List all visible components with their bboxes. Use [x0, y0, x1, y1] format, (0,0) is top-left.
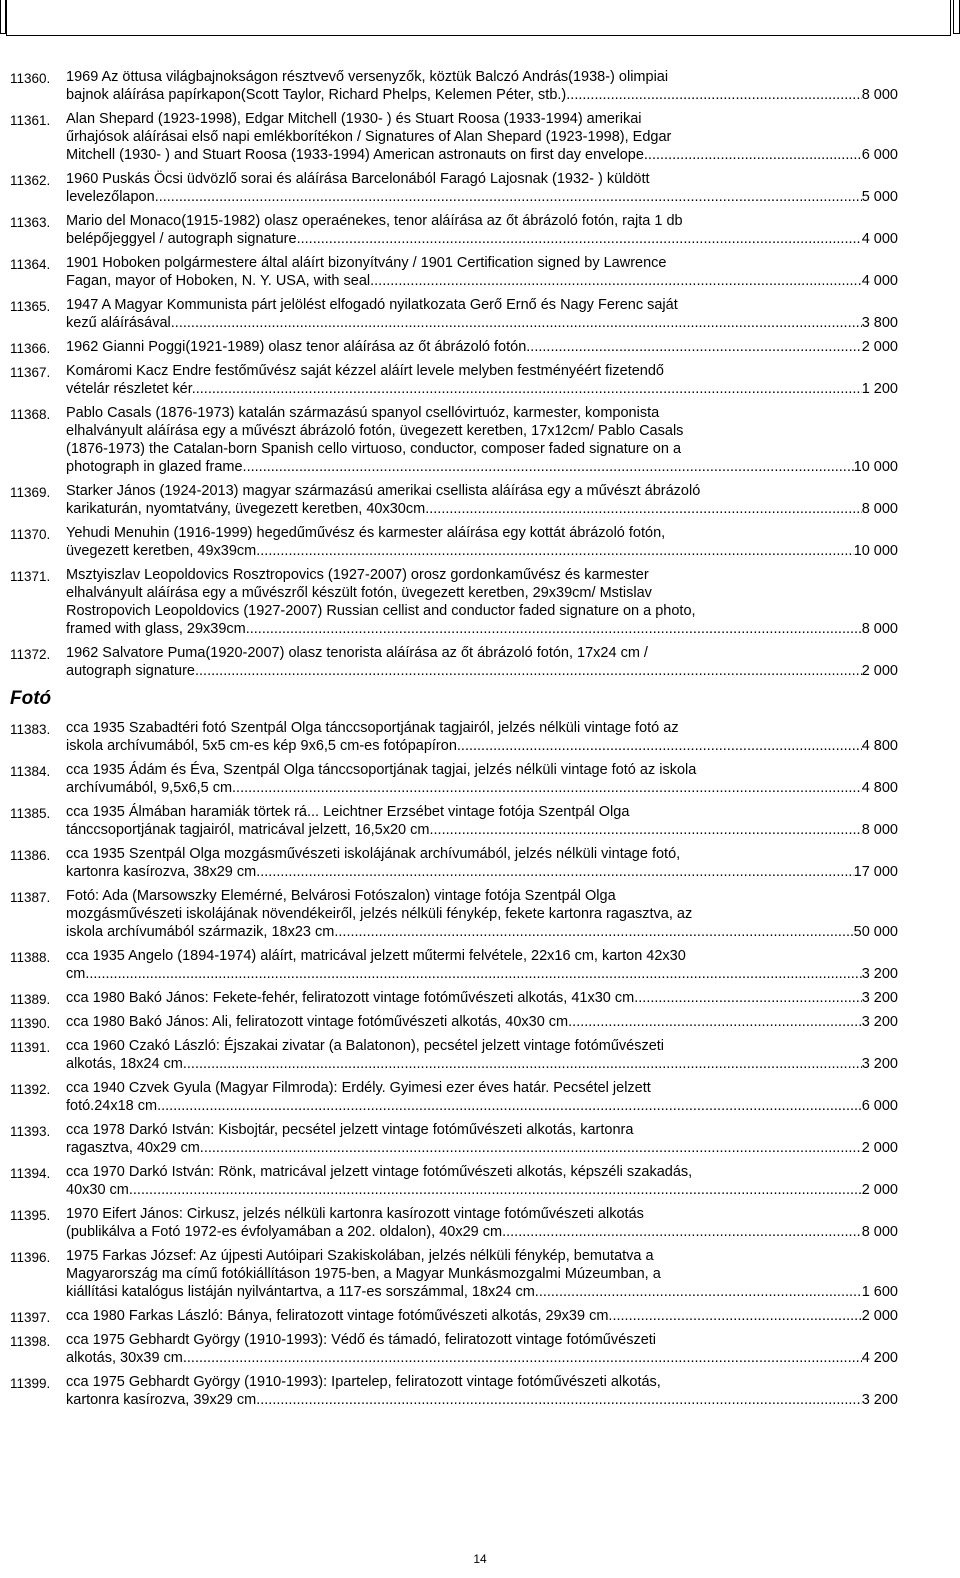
dot-leader: [129, 1181, 862, 1199]
description-line: 1947 A Magyar Kommunista párt jelölést elfogadó nyilatkozata Gerő Ernő és Nagy Ferenc saját: [66, 297, 678, 313]
description-line: cca 1935 Álmában haramiák törtek rá... Leichtner Erzsébet vintage fotója Szentpál Olga: [66, 804, 630, 820]
catalog-entry: [0, 803, 960, 839]
starting-price: 3 200: [861, 966, 898, 982]
description-last-line: [66, 779, 898, 797]
starting-price: 4 200: [861, 1350, 898, 1366]
dot-leader: [183, 1055, 862, 1073]
description-last-line: [66, 1139, 898, 1157]
lot-number: 11360.: [10, 71, 51, 86]
lot-number: 11397.: [10, 1310, 51, 1325]
description-last-line: [66, 1055, 898, 1073]
description-line: cca 1975 Gebhardt György (1910-1993): Ipartelep, feliratozott vintage fotóművészeti alkotás,: [66, 1374, 661, 1390]
lot-number: 11387.: [10, 890, 51, 905]
lot-description: [66, 566, 898, 638]
description-line: 40x30 cm: [66, 1182, 129, 1198]
catalog-entry: [0, 296, 960, 332]
description-last-line: [66, 923, 898, 941]
starting-price: 4 000: [861, 231, 898, 247]
description-line: 1962 Gianni Poggi(1921-1989) olasz tenor aláírása az őt ábrázoló fotón: [66, 339, 527, 355]
lot-description: [66, 761, 898, 797]
starting-price: 4 800: [861, 738, 898, 754]
dot-leader: [256, 863, 853, 881]
dot-leader: [195, 662, 862, 680]
description-line: mozgásművészeti iskolájának növendékeiről, jelzés nélküli fénykép, fekete kartonra ragasztva, az: [66, 906, 693, 922]
starting-price: 3 200: [861, 990, 898, 1006]
lot-description: [66, 947, 898, 983]
description-line: Fotó: Ada (Marsowszky Elemérné, Belvárosi Fotószalon) vintage fotója Szentpál Olga: [66, 888, 616, 904]
starting-price: 8 000: [861, 822, 898, 838]
dot-leader: [246, 620, 862, 638]
description-last-line: [66, 146, 898, 164]
catalog-entry: [0, 212, 960, 248]
dot-leader: [612, 1307, 861, 1325]
starting-price: 8 000: [861, 621, 898, 637]
dot-leader: [634, 989, 861, 1007]
description-line: kezű aláírásával: [66, 315, 171, 331]
description-line: (publikálva a Fotó 1972-es évfolyamában a 202. oldalon), 40x29 cm: [66, 1224, 503, 1240]
catalog-entry: [0, 1121, 960, 1157]
lot-number: 11366.: [10, 341, 51, 356]
lot-description: [66, 1205, 898, 1241]
description-last-line: [66, 620, 898, 638]
starting-price: 1 600: [861, 1284, 898, 1300]
lot-description: [66, 1121, 898, 1157]
lot-number: 11389.: [10, 992, 51, 1007]
dot-leader: [566, 86, 861, 104]
lot-number: 11363.: [10, 215, 51, 230]
description-line: belépőjeggyel / autograph signature: [66, 231, 297, 247]
catalog-entry: [0, 1307, 960, 1325]
description-line: Magyarország ma című fotókiállításon 1975-ben, a Magyar Munkásmozgalmi Múzeumban, a: [66, 1266, 661, 1282]
description-last-line: [66, 1013, 898, 1031]
dot-leader: [425, 500, 862, 518]
starting-price: 4 000: [861, 273, 898, 289]
lot-number: 11393.: [10, 1124, 51, 1139]
description-line: cca 1935 Szentpál Olga mozgásművészeti iskolájának archívumából, jelzés nélküli vintage fotó,: [66, 846, 681, 862]
description-line: Mario del Monaco(1915-1982) olasz operaénekes, tenor aláírása az őt ábrázoló fotón, rajta 1 db: [66, 213, 683, 229]
description-last-line: [66, 1223, 898, 1241]
description-line: Starker János (1924-2013) magyar származású amerikai csellista aláírása egy a művészt ábrázoló: [66, 483, 701, 499]
description-line: vételár részletet kér.: [66, 381, 196, 397]
starting-price: 2 000: [861, 1140, 898, 1156]
catalog-entry: [0, 1373, 960, 1409]
dot-leader: [171, 314, 862, 332]
lot-number: 11364.: [10, 257, 51, 272]
catalog-entry: [0, 1331, 960, 1367]
catalog-entry: [0, 761, 960, 797]
dot-leader: [644, 146, 862, 164]
description-last-line: [66, 380, 898, 398]
starting-price: 3 200: [861, 1014, 898, 1030]
starting-price: 2 000: [861, 1182, 898, 1198]
dot-leader: [429, 821, 861, 839]
catalog-entry: [0, 1079, 960, 1115]
lot-number: 11368.: [10, 407, 51, 422]
description-line: Yehudi Menuhin (1916-1999) hegedűművész és karmester aláírása egy kottát ábrázoló fotón,: [66, 525, 666, 541]
dot-leader: [539, 1283, 862, 1301]
catalog-entry: [0, 644, 960, 680]
description-line: cca 1978 Darkó István: Kisbojtár, pecsétel jelzett vintage fotóművészeti alkotás, kartonra: [66, 1122, 634, 1138]
catalog-entry: [0, 989, 960, 1007]
starting-price: 1 200: [861, 381, 898, 397]
description-last-line: [66, 863, 898, 881]
catalog-entry: [0, 947, 960, 983]
description-last-line: [66, 1391, 898, 1409]
description-line: elhalványult aláírása egy a művészt ábrázoló fotón, üvegezett keretben, 17x12cm/ Pablo Casals: [66, 423, 684, 439]
description-last-line: [66, 338, 898, 356]
dot-leader: [243, 458, 854, 476]
lot-description: [66, 482, 898, 518]
description-line: cca 1935 Angelo (1894-1974) aláírt, matricával jelzett műtermi felvétele, 22x16 cm, karton 42x30: [66, 948, 686, 964]
lot-description: [66, 1163, 898, 1199]
catalog-entry: [0, 566, 960, 638]
description-line: Pablo Casals (1876-1973) katalán származású spanyol csellóvirtuóz, karmester, komponista: [66, 405, 660, 421]
description-line: fotó.24x18 cm: [66, 1098, 158, 1114]
description-last-line: [66, 662, 898, 680]
lot-description: [66, 404, 898, 476]
description-last-line: [66, 1307, 898, 1325]
description-last-line: [66, 500, 898, 518]
starting-price: 3 200: [861, 1392, 898, 1408]
lot-number: 11365.: [10, 299, 51, 314]
starting-price: 8 000: [861, 501, 898, 517]
description-line: photograph in glazed frame: [66, 459, 243, 475]
section-title: Fotó: [10, 688, 52, 709]
description-line: üvegezett keretben, 49x39cm: [66, 543, 257, 559]
catalog-entry: [0, 170, 960, 206]
description-line: cca 1980 Bakó János: Ali, feliratozott vintage fotóművészeti alkotás, 40x30 cm: [66, 1014, 569, 1030]
catalog-entry: [0, 887, 960, 941]
description-last-line: [66, 1283, 898, 1301]
lot-number: 11396.: [10, 1250, 51, 1265]
dot-leader: [457, 737, 862, 755]
dot-leader: [200, 1139, 862, 1157]
description-line: Alan Shepard (1923-1998), Edgar Mitchell (1930- ) és Stuart Roosa (1933-1994) amerikai: [66, 111, 642, 127]
description-last-line: [66, 965, 898, 983]
description-line: (1876-1973) the Catalan-born Spanish cello virtuoso, conductor, composer faded signature on a: [66, 441, 682, 457]
lot-number: 11369.: [10, 485, 51, 500]
entry-list-photos: [0, 719, 960, 1409]
lot-number: 11398.: [10, 1334, 51, 1349]
description-line: karikaturán, nyomtatvány, üvegezett keretben, 40x30cm: [66, 501, 426, 517]
description-line: 1962 Salvatore Puma(1920-2007) olasz tenorista aláírása az őt ábrázoló fotón, 17x24 cm /: [66, 645, 648, 661]
description-last-line: [66, 272, 898, 290]
lot-description: [66, 1331, 898, 1367]
lot-number: 11394.: [10, 1166, 51, 1181]
description-line: cca 1940 Czvek Gyula (Magyar Filmroda): Erdély. Gyimesi ezer éves határ. Pecsétel jelzett: [66, 1080, 651, 1096]
description-last-line: [66, 989, 898, 1007]
description-line: kartonra kasírozva, 38x29 cm: [66, 864, 257, 880]
starting-price: 3 800: [861, 315, 898, 331]
lot-description: [66, 1079, 898, 1115]
catalog-entry: [0, 845, 960, 881]
starting-price: 2 000: [861, 663, 898, 679]
lot-description: [66, 296, 898, 332]
catalog-entry: [0, 1037, 960, 1073]
dot-leader: [526, 338, 861, 356]
lot-description: [66, 254, 898, 290]
lot-number: 11384.: [10, 764, 51, 779]
starting-price: 3 200: [861, 1056, 898, 1072]
entry-list-autographs: [0, 68, 960, 680]
description-line: bajnok aláírása papírkapon(Scott Taylor, Richard Phelps, Kelemen Péter, stb.): [66, 87, 567, 103]
description-last-line: [66, 458, 898, 476]
starting-price: 8 000: [861, 87, 898, 103]
lot-description: [66, 1037, 898, 1073]
dot-leader: [183, 1349, 862, 1367]
description-line: cca 1935 Szabadtéri fotó Szentpál Olga tánccsoportjának tagjairól, jelzés nélküli vintage fotó az: [66, 720, 679, 736]
description-last-line: [66, 1181, 898, 1199]
description-line: űrhajósok aláírásai első napi emlékborítékon / Signatures of Alan Shepard (1923-1998), Edgar: [66, 129, 672, 145]
lot-number: 11362.: [10, 173, 51, 188]
starting-price: 4 800: [861, 780, 898, 796]
description-line: Fagan, mayor of Hoboken, N. Y. USA, with seal: [66, 273, 371, 289]
starting-price: 8 000: [861, 1224, 898, 1240]
lot-number: 11391.: [10, 1040, 51, 1055]
lot-description: [66, 1013, 898, 1031]
description-line: framed with glass, 29x39cm: [66, 621, 246, 637]
description-line: Msztyiszlav Leopoldovics Rosztropovics (1927-2007) orosz gordonkaművész és karmester: [66, 567, 649, 583]
dot-leader: [370, 272, 862, 290]
lot-number: 11371.: [10, 569, 51, 584]
description-line: cca 1960 Czakó László: Éjszakai zivatar (a Balatonon), pecsétel jelzett vintage fotóművészeti: [66, 1038, 665, 1054]
starting-price: 6 000: [861, 1098, 898, 1114]
dot-leader: [568, 1013, 862, 1031]
dot-leader: [297, 230, 862, 248]
lot-number: 11399.: [10, 1376, 51, 1391]
dot-leader: [338, 923, 853, 941]
description-line: elhalványult aláírása egy a művészről készült fotón, üvegezett keretben, 29x39cm/ Mstislav: [66, 585, 652, 601]
catalog-entry: [0, 254, 960, 290]
description-line: iskola archívumából származik, 18x23 cm.: [66, 924, 339, 940]
description-last-line: [66, 230, 898, 248]
description-line: levelezőlapon: [66, 189, 155, 205]
description-last-line: [66, 737, 898, 755]
lot-description: [66, 719, 898, 755]
lot-description: [66, 644, 898, 680]
lot-description: [66, 1307, 898, 1325]
lot-description: [66, 1247, 898, 1301]
description-line: 1975 Farkas József: Az újpesti Autóipari Szakiskolában, jelzés nélküli fénykép, bemutatva a: [66, 1248, 654, 1264]
lot-description: [66, 362, 898, 398]
catalog-entry: [0, 404, 960, 476]
starting-price: 5 000: [861, 189, 898, 205]
starting-price: 50 000: [853, 924, 898, 940]
description-line: kiállítási katalógus listáján nyilvántartva, a 117-es sorszámmal, 18x24 cm.: [66, 1284, 539, 1300]
description-last-line: [66, 1097, 898, 1115]
description-line: Komáromi Kacz Endre festőművész saját kézzel aláírt levele melyben festményéért fizetendő: [66, 363, 664, 379]
description-line: 1901 Hoboken polgármestere által aláírt bizonyítvány / 1901 Certification signed by Lawrence: [66, 255, 667, 271]
description-line: cca 1980 Farkas László: Bánya, feliratozott vintage fotóművészeti alkotás, 29x39 cm.: [66, 1308, 613, 1324]
lot-description: [66, 68, 898, 104]
lot-number: 11388.: [10, 950, 51, 965]
description-line: 1970 Eifert János: Cirkusz, jelzés nélküli kartonra kasírozott vintage fotóművészeti alkotás: [66, 1206, 644, 1222]
catalog-entry: [0, 719, 960, 755]
dot-leader: [155, 188, 862, 206]
description-line: cca 1975 Gebhardt György (1910-1993): Védő és támadó, feliratozott vintage fotóművészeti: [66, 1332, 657, 1348]
catalog-entry: [0, 110, 960, 164]
lot-number: 11392.: [10, 1082, 51, 1097]
lot-description: [66, 803, 898, 839]
description-line: cca 1980 Bakó János: Fekete-fehér, feliratozott vintage fotóművészeti alkotás, 41x30 cm: [66, 990, 635, 1006]
lot-number: 11367.: [10, 365, 51, 380]
starting-price: 10 000: [853, 459, 898, 475]
description-line: alkotás, 18x24 cm: [66, 1056, 183, 1072]
lot-description: [66, 170, 898, 206]
description-line: Mitchell (1930- ) and Stuart Roosa (1933-1994) American astronauts on first day envelope: [66, 147, 644, 163]
top-right-border-box: [953, 0, 960, 34]
lot-description: [66, 110, 898, 164]
lot-number: 11386.: [10, 848, 51, 863]
description-last-line: [66, 188, 898, 206]
description-last-line: [66, 314, 898, 332]
starting-price: 2 000: [861, 339, 898, 355]
lot-description: [66, 212, 898, 248]
description-line: cca 1935 Ádám és Éva, Szentpál Olga tánccsoportjának tagjai, jelzés nélküli vintage fotó az iskola: [66, 762, 697, 778]
description-line: cm: [66, 966, 86, 982]
description-last-line: [66, 821, 898, 839]
catalog-entry: [0, 1247, 960, 1301]
catalog-entry: [0, 362, 960, 398]
description-line: iskola archívumából, 5x5 cm-es kép 9x6,5 cm-es fotópapíron: [66, 738, 457, 754]
lot-number: 11390.: [10, 1016, 51, 1031]
lot-description: [66, 524, 898, 560]
description-last-line: [66, 86, 898, 104]
dot-leader: [256, 1391, 862, 1409]
description-line: 1969 Az öttusa világbajnokságon résztvevő versenyzők, köztük Balczó András(1938-) olimpiai: [66, 69, 669, 85]
catalog-entry: [0, 1205, 960, 1241]
lot-description: [66, 1373, 898, 1409]
catalog-entry: [0, 68, 960, 104]
starting-price: 17 000: [853, 864, 898, 880]
dot-leader: [157, 1097, 862, 1115]
description-line: alkotás, 30x39 cm: [66, 1350, 183, 1366]
description-line: kartonra kasírozva, 39x29 cm: [66, 1392, 257, 1408]
lot-number: 11370.: [10, 527, 51, 542]
lot-description: [66, 887, 898, 941]
dot-leader: [85, 965, 861, 983]
description-line: autograph signature: [66, 663, 195, 679]
description-line: 1960 Puskás Öcsi üdvözlő sorai és aláírása Barcelonából Faragó Lajosnak (1932- ) küldött: [66, 171, 650, 187]
page-number: 14: [473, 1552, 487, 1566]
catalog-entry: [0, 524, 960, 560]
starting-price: 2 000: [861, 1308, 898, 1324]
description-last-line: [66, 542, 898, 560]
lot-number: 11385.: [10, 806, 51, 821]
lot-number: 11395.: [10, 1208, 51, 1223]
dot-leader: [232, 779, 862, 797]
top-frame: [6, 0, 951, 36]
starting-price: 6 000: [861, 147, 898, 163]
catalog-entry: [0, 1013, 960, 1031]
dot-leader: [502, 1223, 862, 1241]
dot-leader: [196, 380, 862, 398]
description-line: ragasztva, 40x29 cm: [66, 1140, 200, 1156]
catalog-entry: [0, 1163, 960, 1199]
description-line: cca 1970 Darkó István: Rönk, matricával jelzett vintage fotóművészeti alkotás, képszéli szakadás,: [66, 1164, 693, 1180]
dot-leader: [256, 542, 853, 560]
catalog-entry: [0, 482, 960, 518]
lot-description: [66, 338, 898, 356]
lot-description: [66, 845, 898, 881]
catalog-content: [0, 68, 960, 1415]
description-last-line: [66, 1349, 898, 1367]
description-line: archívumából, 9,5x6,5 cm: [66, 780, 233, 796]
lot-description: [66, 989, 898, 1007]
lot-number: 11383.: [10, 722, 51, 737]
lot-number: 11372.: [10, 647, 51, 662]
catalog-entry: [0, 338, 960, 356]
description-line: Rostropovich Leopoldovics (1927-2007) Russian cellist and conductor faded signature on a photo,: [66, 603, 696, 619]
starting-price: 10 000: [853, 543, 898, 559]
description-line: tánccsoportjának tagjairól, matricával jelzett, 16,5x20 cm: [66, 822, 430, 838]
lot-number: 11361.: [10, 113, 51, 128]
